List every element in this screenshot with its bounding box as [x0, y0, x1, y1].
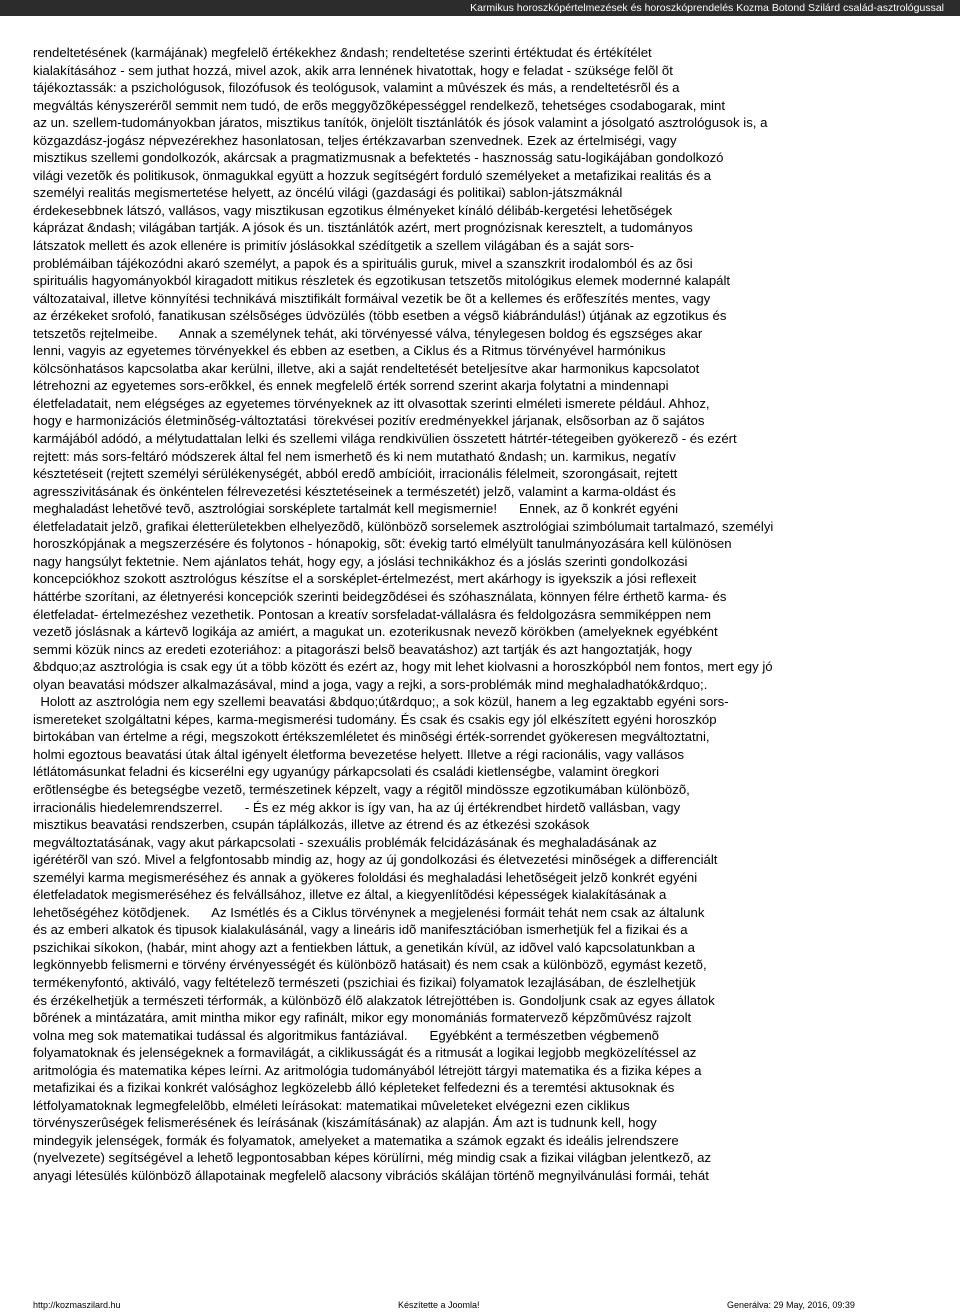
text-line: misztikus szellemi gondolkozók, akárcsak a pragmatizmusnak a befektetés - hasznosság satu-logikájában gondolkozó [33, 150, 724, 166]
text-line: olyan beavatási módszer alkalmazásával, mind a joga, vagy a rejki, a sors-problémák mind meghaladhatók&rdquo;. [33, 676, 708, 692]
text-line: létlátomásunkat feladni és kicserélni egy ugyanúgy párkapcsolati és családi kietlenségbe, valamint öregkori [33, 764, 660, 780]
text-line: változataival, illetve könnyítési technikává misztifikált formáival vezetik be õt a kellemes és erõfeszítés mentes, vagy [33, 290, 711, 306]
text-line: volna meg sok matematikai tudással és algoritmikus fantáziával. Egyébként a természetben végbemenõ [33, 1027, 659, 1043]
text-line: érdekesebbnek látszó, vallásos, vagy misztikusan egzotikus élményeket kínáló délibáb-kergetési lehetõségek [33, 202, 673, 218]
text-line: az un. szellem-tudományokban járatos, misztikus tanítók, önjelölt tisztánlátók és jósok valamint a jósolgató asztrológusok is, a [33, 115, 768, 131]
text-line: ismereteket szolgáltatni képes, karma-megismerési tudomány. És csak és csakis egy jól elkészített egyéni horoszkóp [33, 711, 717, 727]
article-body [33, 44, 960, 1185]
text-line: háttérbe szorítani, az életnyerési koncepciók szerinti beidegzõdései és szóhasználata, könnyen félre érthetõ karma- és [33, 588, 727, 604]
text-line: és érzékelhetjük a természeti térformák, a különbözõ élõ alakzatok létrejöttében is. Gondoljunk csak az egyes állatok [33, 992, 715, 1008]
text-line: birtokában van értelme a régi, megszokott értékszemléletet és minõségi érték-sorrendet gyökeresen megváltoztatni, [33, 729, 710, 745]
text-line: és az emberi alkatok és tipusok kialakulásánál, vagy a lineáris idõ manifesztációban ismerhetjük fel a fizikai és a [33, 922, 688, 938]
text-line: életfeladatait, nem elégséges az egyetemes törvényeknek az itt olvasottak szerinti elméleti ismerete például. Ahhoz, [33, 395, 710, 411]
header-title: Karmikus horoszkópértelmezések és horoszkóprendelés Kozma Botond Szilárd család-asztrológussal [470, 2, 944, 14]
text-line: irracionális hiedelemrendszerrel. - És ez még akkor is így van, ha az új értékrendbet hirdetõ vallásban, vagy [33, 799, 681, 815]
text-line: lenni, vagyis az egyetemes törvényekkel és ebben az esetben, a Ciklus és a Ritmus törvényével harmónikus [33, 343, 666, 359]
text-line: létrehozni az egyetemes sors-erõkkel, és ennek megfelelõ érték sorrend szerint akarja folytatni a mindennapi [33, 378, 669, 394]
text-line: aritmológia és matematika képes leírni. Az aritmológia tudományából létrejött tárgyi matematika és a fizika képes a [33, 1062, 702, 1078]
text-line: tetszetõs rejtelmeibe. Annak a személynek tehát, aki törvényessé válva, ténylegesen boldog és egszséges akar [33, 325, 703, 341]
footer-generated-date: Generálva: 29 May, 2016, 09:39 [727, 1300, 855, 1310]
text-line: nagy hangsúlyt fektetnie. Nem ajánlatos tehát, hogy egy, a jóslási technikákhoz és a jóslás szerinti gondolkozási [33, 553, 688, 569]
text-line: világi vezetõk és politikusok, önmagukkal együtt a hozzuk segítségért forduló személyeket a metafizikai realitás és a [33, 167, 712, 183]
text-line: koncepciókhoz szokott asztrológus készítse el a sorsképlet-értelmezést, mert akárhogy is igyekszik a jósi reflexeit [33, 571, 697, 587]
text-line: semmi közük nincs az eredeti ezoteriához: a pitagorászi belsõ beavatáshoz) azt tartják és azt hangoztatják, hogy [33, 641, 692, 657]
text-line: látszatok mellett és azok ellenére is primitív jóslásokkal szédítgetik a szellem világában és a saját sors- [33, 238, 635, 254]
text-line: kölcsönhatásos kapcsolatba akar kerülni, illetve, aki a saját rendeltetését beteljesítve akar harmonikus kapcsolatot [33, 360, 700, 376]
text-line: rejtett: más sors-feltáró módszerek által fel nem ismerhetõ és ki nem mutatható &ndash; un. karmikus, negatív [33, 448, 676, 464]
text-line: folyamatoknak és jelenségeknek a formavilágát, a ciklikusságát és a ritmusát a logikai legjobb megközelítéssel az [33, 1045, 697, 1061]
text-line: létfolyamatoknak legmegfelelõbb, elméleti leírásokat: matematikai mûveleteket elvégezni ezen ciklikus [33, 1097, 630, 1113]
text-line: legkönnyebb felismerni e törvény érvényességét és különbözõ hatásait) és nem csak a különbözõ, egymást kezetõ, [33, 957, 707, 973]
text-line: meghaladást lehetõvé tevõ, asztrológiai sorsképlete tartalmát kell megismernie! Ennek, az õ konkrét egyéni [33, 501, 679, 517]
text-line: törvényszerûségek felismerésének és leírásának (kiszámításának) az alapján. Ám azt is tudnunk kell, hogy [33, 1115, 657, 1131]
page-header [0, 0, 960, 16]
page-footer [0, 1298, 960, 1312]
text-line: személyi realitás megismertetése helyett, az öncélú világi (gazdasági és politikai) sablon-játszmáknál [33, 185, 623, 201]
text-line: spirituális hagyományokból kiragadott mitikus részletek és egzotikusan tetszetõs mitológikus elemek modernné kalapált [33, 273, 731, 289]
text-line: holmi egoztous beavatási útak által igényelt életforma bevezetése helyett. Illetve a régi racionális, vagy vallásos [33, 746, 684, 762]
text-line: megváltoztatásának, vagy akut párkapcsolati - szexuális problémák felcidázásának és meghaladásának az [33, 834, 657, 850]
text-line: misztikus beavatási rendszerben, csupán táplálkozás, illetve az étrend és az étkezési szokások [33, 817, 590, 833]
text-line: horoszkópjának a megszerzésére és folytonos - hónapokig, sõt: évekig tartó elmélyült tanulmányozására kell különösen [33, 536, 732, 552]
text-line: erõtlenségbe és betegségbe vezetõ, természetinek képzelt, vagy a régitõl mindössze egzotikumában különbözõ, [33, 781, 690, 797]
footer-credit: Készítette a Joomla! [398, 1300, 480, 1310]
footer-url-link[interactable]: http://kozmaszilard.hu [33, 1300, 121, 1310]
text-line: karmájából adódó, a mélytudattalan lelki és szellemi világa rendkivülien összetett hátrtér-tétegeiben gyökerezõ - és ezért [33, 431, 737, 447]
text-line: termékenyfontó, aktiváló, vagy feltételezõ természeti (pszichiai és fizikai) folyamatok lezajlásában, de észlelhetjük [33, 974, 696, 990]
text-line: életfeladatok megismeréséhez és felvállsához, illetve ez által, a kiegyenlítõdési képességek kialakításának a [33, 887, 667, 903]
text-line: igérétérõl van szó. Mivel a felgfontosabb mindig az, hogy az új gondolkozási és életvezetési minõségek a differenciált [33, 852, 718, 868]
text-line: vezetõ jóslásnak a kártevõ logikája az amiért, a magukat un. ezoterikusnak nevezõ körökben (amelyeknek egyébként [33, 624, 718, 640]
text-line: lehetõségéhez kötõdjenek. Az Ismétlés és a Ciklus törvénynek a megjelenési formáit tehát nem csak az általunk [33, 904, 705, 920]
text-line: késztetéseit (rejtett személyi sérülékenységét, abból eredõ ambícióit, irracionális félelmeit, szorongásait, rejtett [33, 466, 678, 482]
text-line: pszichikai síkokon, (habár, mint ahogy azt a fentiekben láttuk, a genetikán kívül, az idõvel való kapcsolatunkban a [33, 939, 695, 955]
text-line: bõrének a mintázatára, amit mintha mikor egy rafinált, mikor egy monomániás formatervezõ képzõmûvész rajzolt [33, 1010, 692, 1026]
text-line: életfeladat- értelmezéshez vezethetik. Pontosan a kreatív sorsfeladat-vállalásra és feldolgozásra semmiképpen nem [33, 606, 712, 622]
text-line: káprázat &ndash; világában tartják. A jósok és un. tisztánlátók azért, mert prognózisnak keresztelt, a tudományos [33, 220, 693, 236]
text-line: agresszivitásának és önkéntelen félrevezetési késztetéseinek a természetét) jelzõ, valamint a karma-oldást és [33, 483, 676, 499]
text-line: hogy e harmonizációs életminõség-változtatási törekvései pozitív eredményekkel járjanak, elsõsorban az õ sajátos [33, 413, 705, 429]
text-line: személyi karma megismeréséhez és annak a gyökeres fololdási és meghaladási lehetõségeit jelzõ konkrét egyéni [33, 869, 698, 885]
text-line: Holott az asztrológia nem egy szellemi beavatási &bdquo;út&rdquo;, a sok közül, hanem a leg egzaktabb egyéni sors- [33, 694, 729, 710]
text-line: anyagi létesülés különbözõ állapotainak megfelelõ alacsony vibrációs skálájan történõ megnyilvánulási formái, tehát [33, 1168, 709, 1183]
text-line: (nyelvezete) segítségével a lehetõ legpontosabban képes körülírni, még mindig csak a fizikai világban jelentkezõ, az [33, 1150, 712, 1166]
text-line: &bdquo;az asztrológia is csak egy út a több között és ezért az, hogy mit lehet kiolvasni a horoszkópból nem fontos, mert egy jó [33, 659, 773, 675]
text-line: tájékoztassák: a pszichológusok, filozófusok és teológusok, valamint a mûvészek és más, a rendeltetésrõl és a [33, 80, 680, 96]
text-line: az érzékeket srofoló, fanatikusan szélsõséges üdvözülés (több esetben a végsõ kiábrándulás!) útjának az egzotikus és [33, 308, 727, 324]
text-line: problémáiban tájékozódni akaró személyt, a papok és a spirituális guruk, mivel a szanszkrit irodalomból és az õsi [33, 255, 693, 271]
text-line: kialakításához - sem juthat hozzá, mivel azok, akik arra lennének hivatottak, hogy e feladat - szüksége felõl õt [33, 62, 673, 78]
text-line: közgazdász-jogász népvezérekhez hasonlatosan, teljes értékzavarban szenvednek. Ezek az értelmiségi, vagy [33, 132, 677, 148]
text-line: életfeladatait jelzõ, grafikai életterületekben elhelyezõdõ, különbözõ sorselemek asztrológiai szimbólumait tartalmazó, személyi [33, 518, 774, 534]
text-line: mindegyik jelenségek, formák és folyamatok, amelyeket a matematika a számok egzakt és ideális jelrendszere [33, 1132, 679, 1148]
text-line: megváltás kényszerérõl semmit nem tudó, de erõs meggyõzõképességgel rendelkezõ, tehetséges csodabogarak, mint [33, 97, 725, 113]
text-line: metafizikai és a fizikai konkrét valósághoz legközelebb álló képleteket felfedezni és a teremtési aktusoknak és [33, 1080, 675, 1096]
text-line: rendeltetésének (karmájának) megfelelõ értékekhez &ndash; rendeltetése szerinti értéktudat és értékítélet [33, 45, 652, 60]
